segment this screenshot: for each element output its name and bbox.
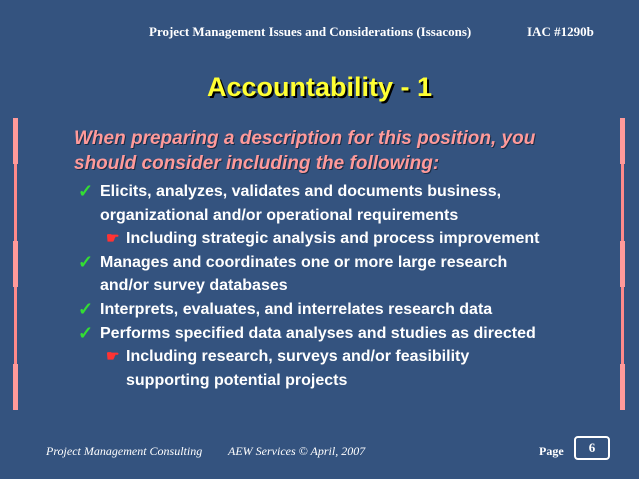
page-number: 6	[574, 436, 610, 460]
sub-list-item	[78, 345, 618, 392]
list-item	[78, 298, 618, 322]
footer-org: Project Management Consulting	[46, 444, 203, 458]
list-item-line: Elicits, analyzes, validates and documents business,	[100, 183, 502, 200]
right-bar-segment	[620, 118, 625, 164]
list-item	[78, 322, 618, 346]
list-item-line: organizational and/or operational requirements	[100, 206, 459, 224]
slide-title: Accountability - 1	[206, 72, 433, 102]
left-bar-segment	[13, 241, 18, 287]
check-mark-icon: ✓	[78, 298, 94, 319]
sub-item-line: Including research, surveys and/or feasibility	[126, 348, 470, 366]
sub-item-line: Including strategic analysis and process improvement	[126, 230, 540, 248]
intro-text	[74, 126, 614, 176]
footer-copyright: AEW Services © April, 2007	[228, 444, 366, 458]
list-item-line: Interprets, evaluates, and interrelates research data	[100, 300, 493, 318]
slide-header	[0, 24, 639, 42]
list-item	[78, 251, 618, 298]
left-decorative-bar	[14, 118, 17, 410]
intro-line: should consider including the following:	[74, 153, 440, 174]
list-item-line: Performs specified data analyses and studies as directed	[100, 324, 536, 342]
page-label: Page	[539, 444, 564, 458]
sub-list-item	[78, 227, 618, 251]
sub-item-line: supporting potential projects	[126, 371, 348, 389]
intro-line: When preparing a description for this position, you	[74, 128, 536, 149]
list-item-line: Manages and coordinates one or more large research	[100, 253, 508, 271]
header-code: IAC #1290b	[527, 24, 594, 39]
pointing-hand-icon: ☛	[106, 348, 120, 366]
left-bar-segment	[13, 118, 18, 164]
check-mark-icon: ✓	[78, 251, 94, 272]
header-title: Project Management Issues and Considerations (Issacons)	[149, 24, 472, 39]
check-mark-icon: ✓	[78, 322, 94, 343]
right-bar-segment	[620, 241, 625, 287]
bullet-list	[78, 180, 618, 392]
list-item	[78, 180, 618, 227]
pointing-hand-icon: ☛	[106, 230, 120, 248]
left-bar-segment	[13, 364, 18, 410]
right-bar-segment	[620, 364, 625, 410]
list-item-line: and/or survey databases	[100, 277, 288, 295]
check-mark-icon: ✓	[78, 181, 94, 201]
slide-footer	[0, 444, 639, 460]
right-decorative-bar	[621, 118, 624, 410]
